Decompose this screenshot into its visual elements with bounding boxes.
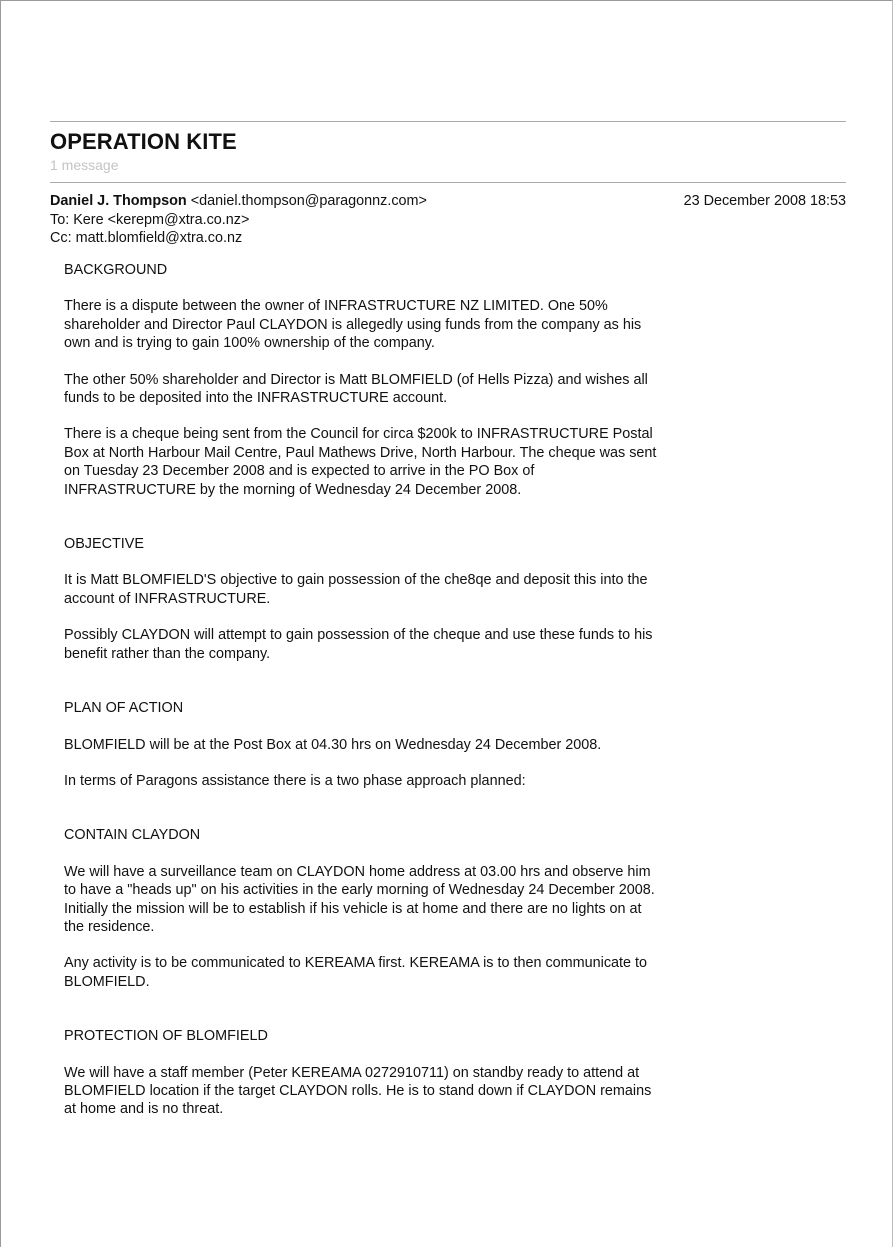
para-surveillance: We will have a surveillance team on CLAYDON home address at 03.00 hrs and observe him to have a "heads up" on his activities in the early morning of Wednesday 24 December 2008. Initially the mission will be to establish if his vehicle is at home and there are no lights on at the residence.: [64, 863, 655, 935]
para-activity: Any activity is to be communicated to KEREAMA first. KEREAMA is to then communicate to BLOMFIELD.: [64, 955, 648, 990]
heading-contain-claydon: CONTAIN CLAYDON: [64, 827, 201, 844]
divider-header: [50, 182, 846, 183]
cc-line: Cc: matt.blomfield@xtra.co.nz: [50, 230, 243, 246]
email-subject: OPERATION KITE: [50, 129, 237, 154]
para-objective: It is Matt BLOMFIELD'S objective to gain possession of the che8qe and deposit this into the account of INFRASTRUCTURE.: [64, 572, 648, 607]
heading-objective: OBJECTIVE: [64, 536, 144, 553]
para-cheque: There is a cheque being sent from the Council for circa $200k to INFRASTRUCTURE Postal Box at North Harbour Mail Centre, Paul Mathews Drive, North Harbour. The cheque was sent on Tuesday 23 December 2008 and is expected to arrive in the PO Box of INFRASTRUCTURE by the morning of Wednesday 24 December 2008.: [64, 426, 657, 498]
para-staff: We will have a staff member (Peter KEREAMA 0272910711) on standby ready to attend at BLOMFIELD location if the target CLAYDON rolls. He is to stand down if CLAYDON remains at home and is no threat.: [64, 1064, 652, 1118]
sender-name: Daniel J. Thompson: [50, 193, 187, 209]
to-line: To: Kere <kerepm@xtra.co.nz>: [50, 211, 250, 228]
email-date: 23 December 2008 18:53: [683, 193, 846, 209]
message-count: 1 message: [50, 157, 119, 173]
email-body: [64, 261, 664, 1119]
divider-top: [50, 121, 846, 122]
para-other-shareholder: The other 50% shareholder and Director is Matt BLOMFIELD (of Hells Pizza) and wishes all funds to be deposited into the INFRASTRUCTURE account.: [64, 371, 648, 407]
heading-background: BACKGROUND: [64, 262, 168, 278]
heading-plan-of-action: PLAN OF ACTION: [64, 700, 184, 717]
para-dispute: There is a dispute between the owner of INFRASTRUCTURE NZ LIMITED. One 50% shareholder and Director Paul CLAYDON is allegedly using funds from the company as his own and is trying to gain 100% ownership of the company.: [64, 298, 642, 352]
email-header: [50, 192, 846, 248]
para-paragons: In terms of Paragons assistance there is a two phase approach planned:: [64, 772, 526, 789]
para-possibly: Possibly CLAYDON will attempt to gain possession of the cheque and use these funds to his benefit rather than the company.: [64, 627, 653, 662]
heading-protection: PROTECTION OF BLOMFIELD: [64, 1028, 268, 1045]
para-postbox: BLOMFIELD will be at the Post Box at 04.30 hrs on Wednesday 24 December 2008.: [64, 736, 602, 753]
sender-email[interactable]: <daniel.thompson@paragonnz.com>: [190, 193, 427, 209]
